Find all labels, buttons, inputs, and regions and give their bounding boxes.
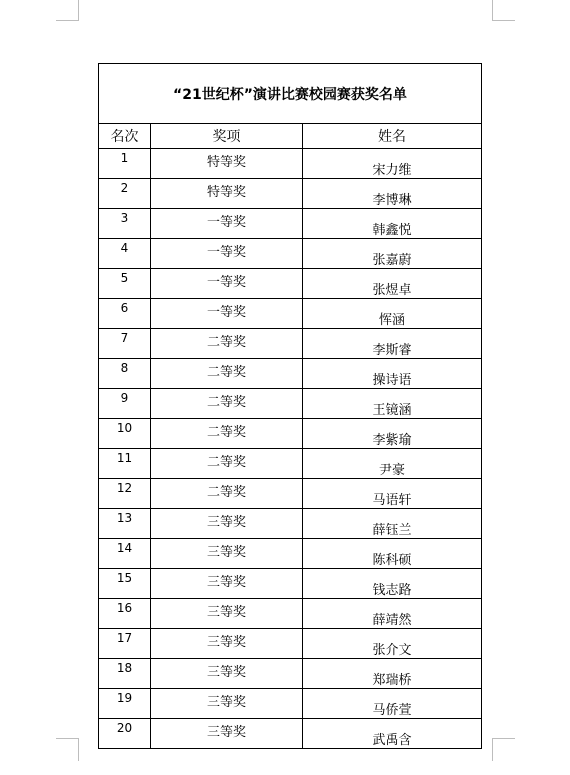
name-cell: 王镜涵 [303, 389, 482, 419]
award-cell: 三等奖 [151, 599, 303, 629]
table-row [99, 359, 482, 389]
award-cell: 二等奖 [151, 389, 303, 419]
header-rank: 名次 [99, 124, 151, 149]
rank-cell: 11 [99, 449, 151, 479]
table-row [99, 659, 482, 689]
award-cell: 一等奖 [151, 299, 303, 329]
award-cell: 三等奖 [151, 539, 303, 569]
award-cell: 三等奖 [151, 569, 303, 599]
rank-cell: 8 [99, 359, 151, 389]
table-row [99, 269, 482, 299]
page-corner-mark-top-left [56, 0, 79, 21]
rank-cell: 12 [99, 479, 151, 509]
award-cell: 一等奖 [151, 239, 303, 269]
rank-cell: 19 [99, 689, 151, 719]
table-row [99, 329, 482, 359]
rank-cell: 15 [99, 569, 151, 599]
table-row [99, 479, 482, 509]
rank-cell: 10 [99, 419, 151, 449]
award-cell: 一等奖 [151, 269, 303, 299]
table-row [99, 539, 482, 569]
award-cell: 二等奖 [151, 329, 303, 359]
rank-cell: 14 [99, 539, 151, 569]
award-cell: 二等奖 [151, 449, 303, 479]
rank-cell: 1 [99, 149, 151, 179]
award-cell: 二等奖 [151, 479, 303, 509]
name-cell: 张嘉蔚 [303, 239, 482, 269]
award-cell: 三等奖 [151, 659, 303, 689]
name-cell: 李斯睿 [303, 329, 482, 359]
award-cell: 一等奖 [151, 209, 303, 239]
table-row [99, 299, 482, 329]
table-row [99, 149, 482, 179]
header-award: 奖项 [151, 124, 303, 149]
rank-cell: 5 [99, 269, 151, 299]
rank-cell: 7 [99, 329, 151, 359]
rank-cell: 6 [99, 299, 151, 329]
award-cell: 三等奖 [151, 719, 303, 749]
name-cell: 宋力维 [303, 149, 482, 179]
name-cell: 马侨萱 [303, 689, 482, 719]
rank-cell: 9 [99, 389, 151, 419]
table-row [99, 179, 482, 209]
rank-cell: 17 [99, 629, 151, 659]
award-cell: 三等奖 [151, 629, 303, 659]
table-row [99, 509, 482, 539]
table-row [99, 389, 482, 419]
name-cell: 薛靖然 [303, 599, 482, 629]
award-cell: 三等奖 [151, 689, 303, 719]
name-cell: 陈科硕 [303, 539, 482, 569]
table-row [99, 629, 482, 659]
name-cell: 李博琳 [303, 179, 482, 209]
header-name: 姓名 [303, 124, 482, 149]
name-cell: 武禹含 [303, 719, 482, 749]
name-cell: 薛钰兰 [303, 509, 482, 539]
table-title: “21世纪杯”演讲比赛校园赛获奖名单 [99, 64, 482, 124]
name-cell: 李紫瑜 [303, 419, 482, 449]
page-corner-mark-top-right [492, 0, 515, 21]
name-cell: 恽涵 [303, 299, 482, 329]
award-cell: 特等奖 [151, 149, 303, 179]
table-row [99, 419, 482, 449]
award-cell: 二等奖 [151, 359, 303, 389]
name-cell: 钱志路 [303, 569, 482, 599]
table-row [99, 449, 482, 479]
rank-cell: 20 [99, 719, 151, 749]
page-corner-mark-bottom-right [492, 738, 515, 761]
award-cell: 三等奖 [151, 509, 303, 539]
name-cell: 马语轩 [303, 479, 482, 509]
table-row [99, 209, 482, 239]
name-cell: 尹豪 [303, 449, 482, 479]
table-row [99, 689, 482, 719]
name-cell: 郑瑞桥 [303, 659, 482, 689]
table-row [99, 569, 482, 599]
name-cell: 张介文 [303, 629, 482, 659]
table-row [99, 599, 482, 629]
table-row [99, 719, 482, 749]
name-cell: 张煜卓 [303, 269, 482, 299]
table-row [99, 239, 482, 269]
rank-cell: 4 [99, 239, 151, 269]
rank-cell: 3 [99, 209, 151, 239]
award-cell: 二等奖 [151, 419, 303, 449]
rank-cell: 16 [99, 599, 151, 629]
rank-cell: 2 [99, 179, 151, 209]
award-cell: 特等奖 [151, 179, 303, 209]
name-cell: 韩鑫悦 [303, 209, 482, 239]
name-cell: 操诗语 [303, 359, 482, 389]
award-list-table [98, 63, 482, 749]
page-corner-mark-bottom-left [56, 738, 79, 761]
rank-cell: 13 [99, 509, 151, 539]
table-header-row [99, 124, 482, 149]
rank-cell: 18 [99, 659, 151, 689]
